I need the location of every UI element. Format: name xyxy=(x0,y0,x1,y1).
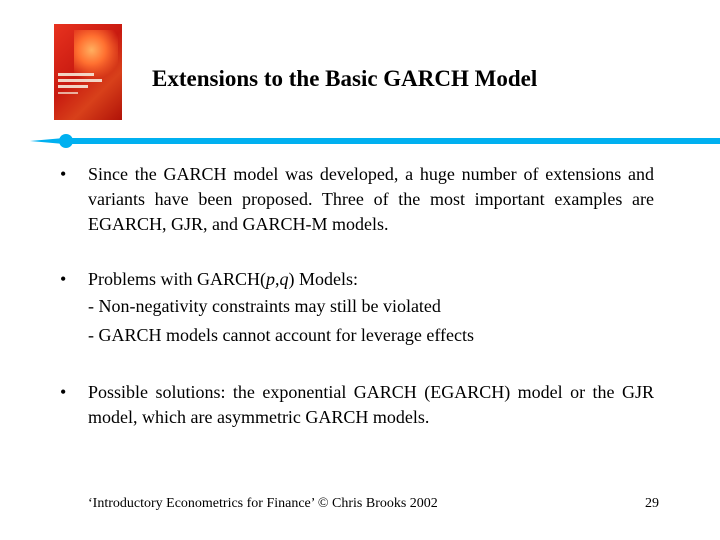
bullet-text: Since the GARCH model was developed, a huge number of extensions and variants have been proposed. Three of the most important examples are EGARCH, GJR, and GARCH-M models. xyxy=(88,164,654,234)
cover-author-line xyxy=(58,92,78,94)
cover-title-line xyxy=(58,73,94,76)
divider-knob xyxy=(59,134,73,148)
bullet-dot: • xyxy=(60,164,67,184)
sub-item: - Non-negativity constraints may still be violated xyxy=(88,296,441,316)
book-cover-icon xyxy=(54,24,122,120)
lead-param-p: p xyxy=(266,269,276,289)
divider-tail xyxy=(30,138,64,144)
bullet-dot: • xyxy=(60,269,67,289)
bullet-text xyxy=(88,267,654,350)
slide-title: Extensions to the Basic GARCH Model xyxy=(152,66,538,91)
bullet-dot: • xyxy=(60,382,67,402)
footer-citation: ‘Introductory Econometrics for Finance’ © Chris Brooks 2002 xyxy=(88,496,438,511)
bullet-text: Possible solutions: the exponential GARCH (EGARCH) model or the GJR model, which are asymmetric GARCH models. xyxy=(88,382,654,427)
divider-bar xyxy=(64,138,720,144)
lead-text-end: ) Models: xyxy=(288,269,359,289)
lead-param-q: q xyxy=(279,269,289,289)
sub-item: - GARCH models cannot account for leverage effects xyxy=(88,325,475,345)
bullet-list xyxy=(60,162,654,430)
lead-comma: , xyxy=(275,269,280,289)
bullet-item xyxy=(60,380,654,430)
lead-text: Problems with GARCH( xyxy=(88,269,267,289)
bullet-item xyxy=(60,162,654,237)
page-number: 29 xyxy=(645,496,659,511)
bullet-item xyxy=(60,267,654,350)
cover-title-line xyxy=(58,79,102,82)
title-divider xyxy=(30,134,720,148)
cover-title-line xyxy=(58,85,88,88)
bullet-lead xyxy=(88,267,654,292)
